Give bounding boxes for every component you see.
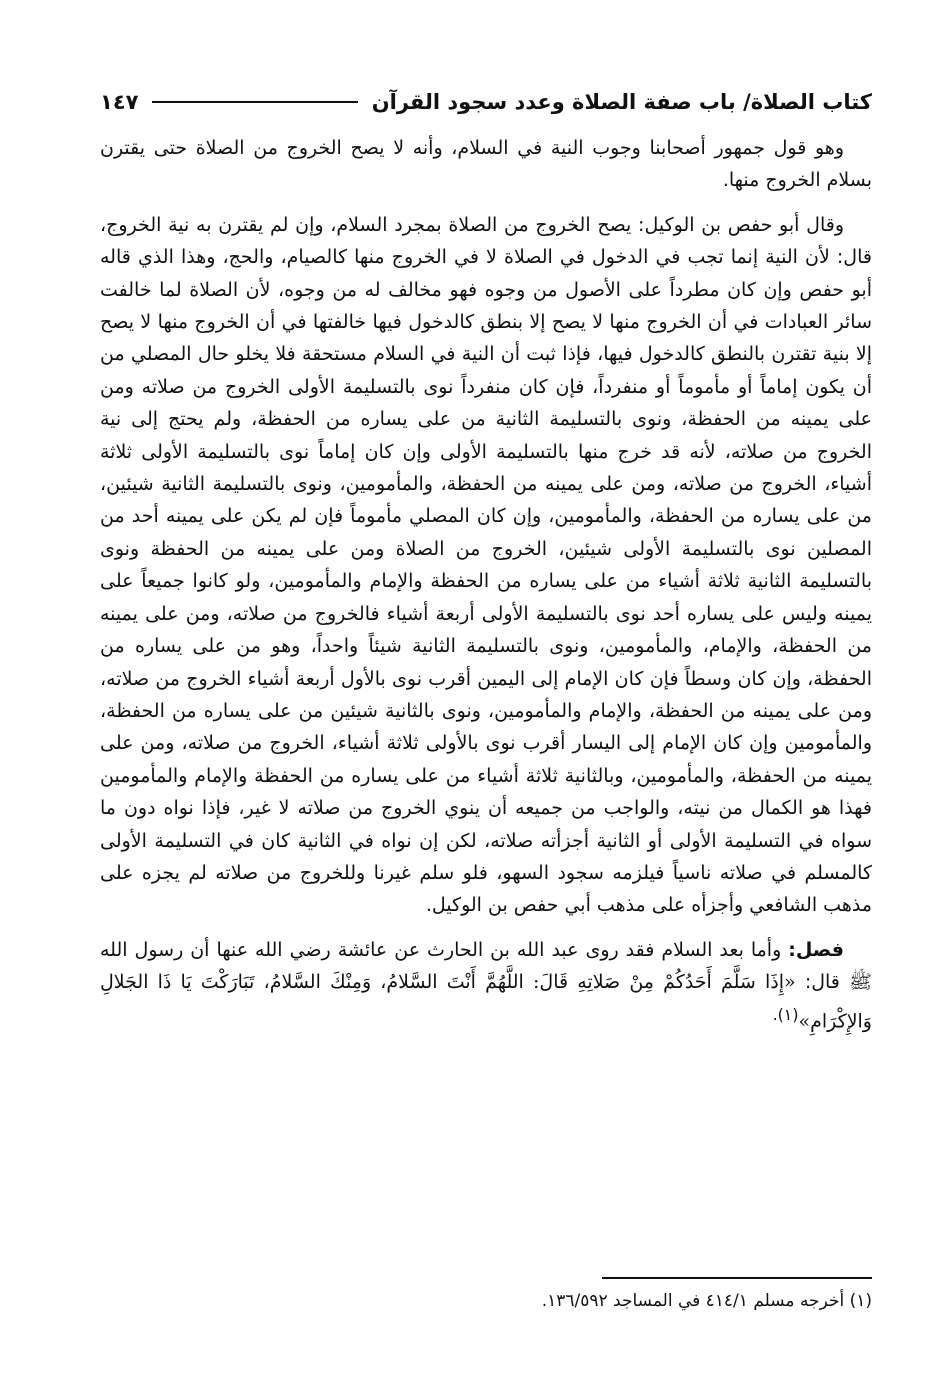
fasl-label: فصل: [788,938,844,961]
footnote-rule [602,1277,872,1279]
running-header [100,82,872,122]
body-text [100,132,872,1049]
fasl-paragraph [100,934,872,1038]
header-rule [152,101,357,103]
paragraph-2: وقال أبو حفص بن الوكيل: يصح الخروج من الصلاة بمجرد السلام، وإن لم يقترن به نية الخروج، قال: لأن النية إنما تجب في الدخول في الصلاة لا في الخروج منها كالصيام، والحج، وهذا الذي قاله أبو حفص وإن كان مطرداً على الأصول من وجوه فهو مخالف له من وجوه، لأن الصلاة لما خالفت سائر العبادات في أن الخروج منها لا يصح إلا بنطق كالدخول فيها خالفتها في أن الخروج منها لا يصح إلا بنية تقترن بالنطق كالدخول فيها، فإذا ثبت أن النية في السلام مستحقة فلا يخلو حال المصلي من أن يكون إماماً أو مأموماً أو منفرداً، فإن كان منفرداً نوى بالتسليمة الأولى الخروج من صلاته ومن على يمينه من الحفظة، ونوى بالتسليمة الثانية من على يساره من الحفظة، ولم يحتج إلى نية الخروج من صلاته، لأنه قد خرج منها بالتسليمة الأولى وإن كان إماماً نوى بالتسليمة الأولى ثلاثة أشياء، الخروج من صلاته، ومن على يمينه من الحفظة، والمأمومين، ونوى بالتسليمة الثانية شيئين، من على يساره من الحفظة، والمأمومين، وإن كان المصلي مأموماً فإن لم يكن على يمينه أحد من المصلين نوى بالتسليمة الأولى شيئين، الخروج من الصلاة ومن على يمينه من الحفظة ونوى بالتسليمة الثانية ثلاثة أشياء من على يساره من الحفظة والإمام والمأمومين، ولو كانوا جميعاً على يمينه وليس على يساره أحد نوى بالتسليمة الأولى أربعة أشياء فالخروج من صلاته، ومن على يمينه من الحفظة، والإمام، والمأمومين، ونوى بالتسليمة الثانية شيئاً واحداً، وهو من على يساره من الحفظة، وإن كان وسطاً فإن كان الإمام إلى اليمين أقرب نوى بالأول أربعة أشياء الخروج من صلاته، ومن على يمينه من الحفظة، والإمام والمأمومين، ونوى بالثانية شيئين من على يساره من الحفظة، والمأمومين وإن كان الإمام إلى اليسار أقرب نوى بالأولى ثلاثة أشياء، الخروج من صلاته، ومن على يمينه من الحفظة، والمأمومين، وبالثانية ثلاثة أشياء من على يساره من الحفظة والإمام والمأمومين فهذا هو الكمال من نيته، والواجب من جميعه أن ينوي الخروج من صلاته لا غير، فإذا نواه دون ما سواه في التسليمة الأولى أو الثانية أجزأته صلاته، لكن إن نواه في الثانية كان في التسليمة الأولى كالمسلم في صلاته ناسياً فيلزمه سجود السهو، فلو سلم غيرنا وللخروج من صلاته لم يجزه على مذهب الشافعي وأجزأه على مذهب أبي حفص بن الوكيل. [100,213,872,917]
footnote: (١) أخرجه مسلم ٤١٤/١ في المساجد ١٣٦/٥٩٢. [541,1291,872,1311]
paragraph-1: وهو قول جمهور أصحابنا وجوب النية في السلام، وأنه لا يصح الخروج من الصلاة حتى يقترن بسلام الخروج منها. [100,137,872,192]
fasl-intro: وأما بعد السلام فقد روى عبد الله بن الحارث عن عائشة رضي الله عنها أن رسول الله ﷺ قال: [100,938,873,994]
footnote-ref: (١). [772,1004,799,1024]
header-title: كتاب الصلاة/ باب صفة الصلاة وعدد سجود القرآن [371,90,872,114]
page-number: ١٤٧ [100,90,139,114]
hadith-quote: «إِذَا سَلَّمَ أَحَدُكُمْ مِنْ صَلاتِهِ قَالَ: اللَّهُمَّ أَنْتَ السَّلامُ، وَمِنْكَ السَّلامُ، تَبَارَكْتَ يَا ذَا الجَلالِ وَالإِكْرَامِ» [100,971,872,1032]
